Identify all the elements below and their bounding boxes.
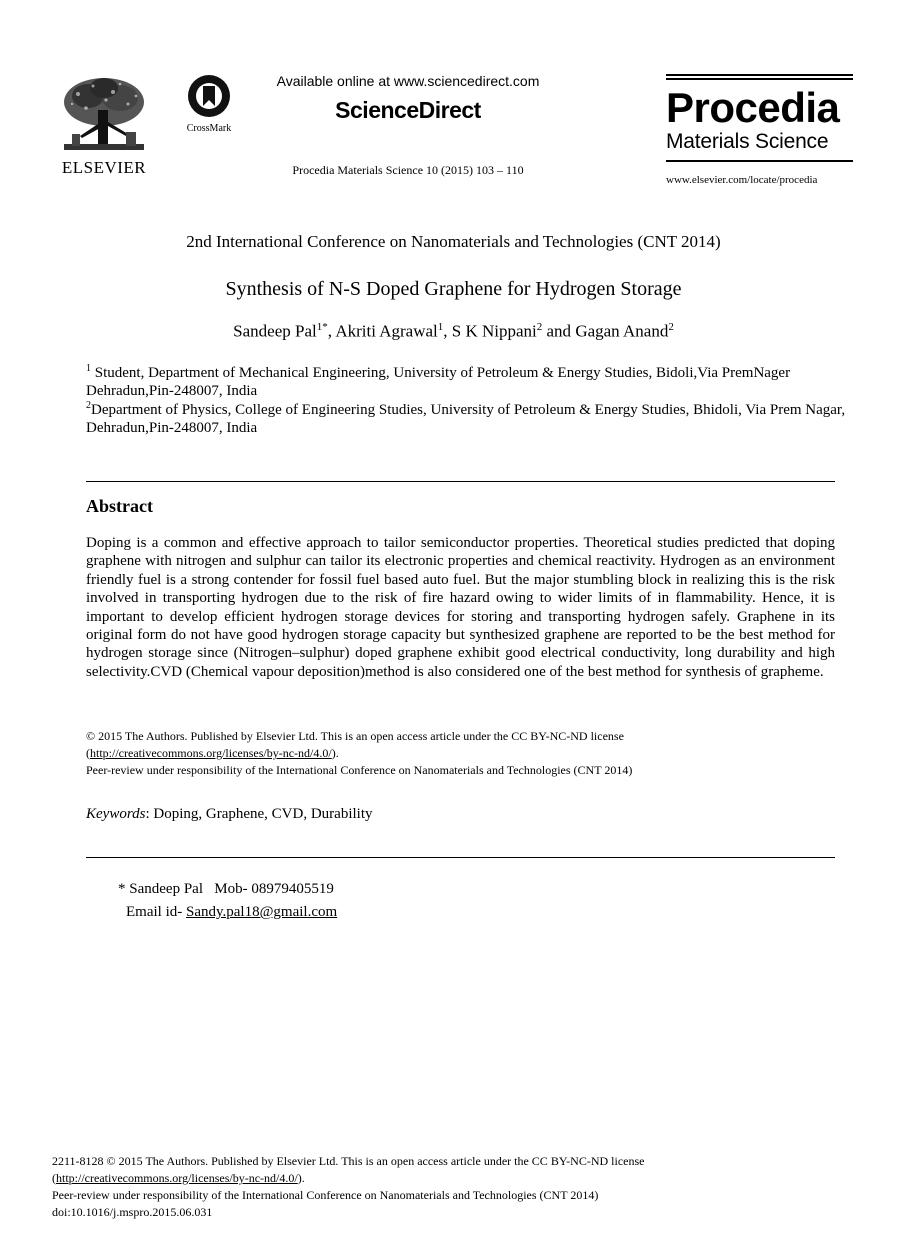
keywords [86, 806, 373, 823]
footer-doi[interactable]: doi:10.1016/j.mspro.2015.06.031 [52, 1205, 213, 1219]
keywords-label: Keywords [86, 806, 146, 822]
author-affiliation-mark: 1 [437, 321, 444, 333]
email-link[interactable]: Sandy.pal18@gmail.com [186, 904, 338, 920]
affiliation-number: 1 [86, 363, 91, 374]
license-statement [86, 728, 846, 779]
crossmark-label: CrossMark [186, 123, 232, 134]
sciencedirect-brand: ScienceDirect [335, 97, 481, 123]
license-line: © 2015 The Authors. Published by Elsevier Ltd. This is an open access article under the CC BY-NC-ND license [86, 729, 624, 743]
author-name: S K Nippani [451, 321, 537, 341]
affiliation-1 [86, 360, 846, 400]
procedia-url[interactable]: www.elsevier.com/locate/procedia [666, 174, 818, 186]
author-name: Gagan Anand [575, 321, 669, 341]
elsevier-logo [56, 74, 152, 178]
masthead-rule [666, 78, 853, 80]
affiliation-text: Student, Department of Mechanical Engineering, University of Petroleum & Energy Studies, Bidoli,Via PremNager Dehradun,Pin-248007, India [86, 365, 791, 399]
author-name: Sandeep Pal [233, 321, 317, 341]
masthead-rule [666, 160, 853, 162]
peer-review-line: Peer-review under responsibility of the International Conference on Nanomaterials and Technologies (CNT 2014) [86, 763, 633, 777]
available-online-text: Available online at www.sciencedirect.com [276, 73, 540, 89]
abstract-body: Doping is a common and effective approach to tailor semiconductor properties. Theoretical studies predicted that doping graphene with nitrogen and sulphur can tailor its electronic properties and chemical reactivity. Hydrogen as an environment friendly fuel is a strong contender for fossil fuel based auto fuel. But the major stumbling block in realizing this is the risk involved in transporting hydrogen due to the risk of fire hazard owing to wider limits of in flammability. Hence, it is important to develop efficient hydrogen storage devices for storing and transporting hydrogen safely. Graphene in its original form do not have good hydrogen storage capacity but synthesized graphene are reported to be the best method for hydrogen storage since (Nitrogen–sulphur) doped graphene exhibit good electrical conductivity, long durability and high selectivity.CVD (Chemical vapour deposition)method is also considered one of the best method for synthesis of grapheme. [86, 535, 835, 680]
procedia-title: Procedia [666, 84, 840, 131]
abstract-heading: Abstract [86, 496, 153, 516]
masthead-rule [666, 74, 853, 76]
crossmark-icon [187, 74, 231, 118]
procedia-subtitle: Materials Science [666, 130, 829, 153]
author-list [0, 321, 907, 342]
keywords-values: : Doping, Graphene, CVD, Durability [145, 806, 373, 822]
license-link-line: (http://creativecommons.org/licenses/by-nc-nd/4.0/). [86, 746, 339, 760]
crossmark-badge[interactable] [178, 74, 240, 134]
corresponding-author-note [118, 878, 337, 924]
journal-citation: Procedia Materials Science 10 (2015) 103 – 110 [292, 163, 524, 177]
affiliation-2 [86, 397, 846, 437]
elsevier-wordmark: ELSEVIER [61, 158, 147, 177]
author-separator: and [542, 321, 576, 341]
affiliation-number: 2 [86, 400, 91, 411]
footnote-email-line [118, 901, 337, 924]
affiliation-text: Department of Physics, College of Engineering Studies, University of Petroleum & Energy Studies, Bhidoli, Via Prem Nagar, Dehradun,Pin-248007, India [86, 402, 846, 436]
footer-peer-review: Peer-review under responsibility of the International Conference on Nanomaterials and Technologies (CNT 2014) [52, 1188, 599, 1202]
author-separator: , [443, 321, 452, 341]
author-name: Akriti Agrawal [335, 321, 438, 341]
elsevier-tree-icon [58, 74, 150, 154]
page-footer [52, 1153, 852, 1221]
license-link[interactable]: http://creativecommons.org/licenses/by-nc-nd/4.0/ [90, 746, 332, 760]
author-affiliation-mark: 1* [316, 321, 328, 333]
footnote-phone: * Sandeep Pal Mob- 08979405519 [118, 881, 334, 897]
author-affiliation-mark: 2 [668, 321, 674, 333]
footer-license: 2211-8128 © 2015 The Authors. Published by Elsevier Ltd. This is an open access article under the CC BY-NC-ND license [52, 1154, 645, 1168]
footer-link-line: (http://creativecommons.org/licenses/by-nc-nd/4.0/). [52, 1171, 305, 1185]
section-divider [86, 481, 835, 482]
footnote-divider [86, 857, 835, 858]
conference-name: 2nd International Conference on Nanomaterials and Technologies (CNT 2014) [186, 232, 721, 251]
footer-license-link[interactable]: http://creativecommons.org/licenses/by-nc-nd/4.0/ [56, 1171, 298, 1185]
paper-title: Synthesis of N-S Doped Graphene for Hydrogen Storage [225, 278, 682, 300]
author-separator: , [327, 321, 336, 341]
procedia-masthead [666, 74, 853, 186]
author-affiliation-mark: 2 [536, 321, 543, 333]
email-label: Email id- [126, 904, 186, 920]
